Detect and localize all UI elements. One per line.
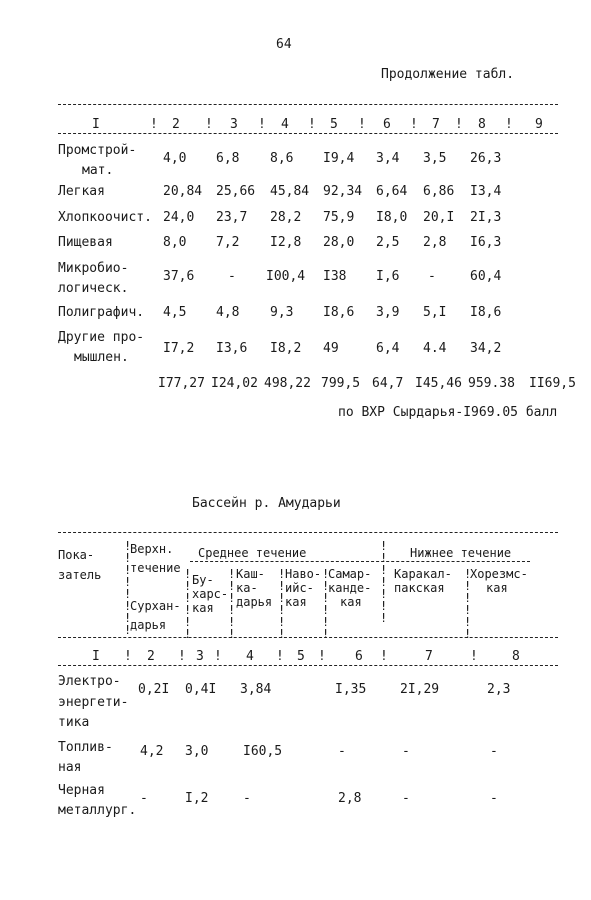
cell: I,35 [335,682,367,697]
t2-h3: 3 [196,649,204,664]
t2-h7: 7 [425,649,433,664]
section-title: Бассейн р. Амударьи [192,496,341,511]
t1-sep: ! [150,117,158,132]
cell: I8,6 [323,305,355,320]
row-label: тика [58,715,90,730]
cell: 0,4I [185,682,217,697]
cell: 25,66 [216,184,256,199]
cell: I38 [323,269,347,284]
cell: 75,9 [323,210,355,225]
sub-navoi: кая [285,595,307,609]
cell: 9,3 [270,305,294,320]
cell: I3,6 [216,341,248,356]
cell: 0,2I [138,682,170,697]
cell: - [228,269,236,284]
table2-group-rule [190,561,530,562]
table2-colnum-rule [58,665,558,666]
sub-bukhara: кая [192,601,214,615]
cell: 2,3 [487,682,511,697]
cell: 4,8 [216,305,240,320]
cell: I60,5 [243,744,283,759]
t1-h4: 4 [281,117,289,132]
t1-sep: ! [205,117,213,132]
col-sep: ! ! ! ! ! ! ! [380,539,388,625]
row-label: Пищевая [58,235,113,250]
t1-h8: 8 [478,117,486,132]
row-label: Полиграфич. [58,305,145,320]
col-sep: ! ! ! ! ! ! [278,567,286,641]
cell: 2I,3 [470,210,502,225]
cell: 24,0 [163,210,195,225]
t2-sep: ! [214,649,222,664]
sub-karakal: Каракал- [394,567,452,581]
t2-h8: 8 [512,649,520,664]
cell: 26,3 [470,151,502,166]
t1-h6: 6 [383,117,391,132]
cell: 20,84 [163,184,203,199]
t1-sep: ! [308,117,316,132]
cell: 8,0 [163,235,187,250]
table1-top-rule [58,104,558,105]
col-label: затель [58,568,102,582]
total-cell: I24,02 [211,376,258,391]
t2-sep: ! [380,649,388,664]
row-label: Легкая [58,184,105,199]
cell: I00,4 [266,269,306,284]
t2-h4: 4 [246,649,254,664]
cell: - [428,269,436,284]
cell: I,6 [376,269,400,284]
row-label: Электро- [58,674,121,689]
cell: 28,0 [323,235,355,250]
cell: 4,2 [140,744,164,759]
t2-h6: 6 [355,649,363,664]
total-cell: I45,46 [415,376,462,391]
cell: - [490,791,498,806]
sub-kashka: ка- [236,581,258,595]
row-label: Хлопкоочист. [58,210,152,225]
t2-sep: ! [276,649,284,664]
cell: 4,0 [163,151,187,166]
upper-label: Верхн. [130,542,174,556]
t2-sep: ! [470,649,478,664]
upper-label: течение [130,561,181,575]
t1-sep: ! [455,117,463,132]
t1-h5: 5 [330,117,338,132]
table2-header-rule [58,637,558,638]
sub-navoi: ийс- [285,581,314,595]
cell: I8,0 [376,210,408,225]
col-sep: ! ! ! ! ! ! [184,567,192,641]
cell: I2,8 [270,235,302,250]
t2-h1: I [92,649,100,664]
sub-kashka: дарья [236,595,273,609]
row-label: Микробио- [58,261,129,276]
cell: 3,9 [376,305,400,320]
total-cell: 64,7 [372,376,404,391]
total-cell: I77,27 [158,376,205,391]
t2-sep: ! [178,649,186,664]
continuation-label: Продолжение табл. [381,67,515,82]
t1-h3: 3 [230,117,238,132]
cell: I9,4 [323,151,355,166]
cell: 7,2 [216,235,240,250]
cell: 8,6 [270,151,294,166]
row-label: Промстрой- [58,143,137,158]
table2-top-rule [58,532,558,533]
col-sep: ! ! ! ! ! ! ! ! [124,539,132,637]
middle-group-label: Среднее течение [198,546,307,560]
sub-bukhara: харс- [192,587,229,601]
cell: - [140,791,148,806]
cell: 23,7 [216,210,248,225]
table1-header-rule [58,133,558,134]
row-label: металлург. [58,803,137,818]
cell: - [402,791,410,806]
cell: 45,84 [270,184,310,199]
row-label: мат. [82,163,114,178]
cell: 4,5 [163,305,187,320]
row-label: Черная [58,783,105,798]
sub-samar: канде- [328,581,372,595]
cell: 2,5 [376,235,400,250]
cell: 6,86 [423,184,455,199]
total-cell: 959.38 [468,376,515,391]
t2-h5: 5 [297,649,305,664]
page-number: 64 [276,37,292,52]
col-label: Пока- [58,548,95,562]
row-label: логическ. [58,281,129,296]
row-label: энергети- [58,695,129,710]
sub-khorezm: кая [486,581,508,595]
cell: I3,4 [470,184,502,199]
total-cell: II69,5 [529,376,576,391]
cell: 6,8 [216,151,240,166]
row-label: Другие про- [58,330,145,345]
cell: 3,5 [423,151,447,166]
cell: I8,6 [470,305,502,320]
cell: 60,4 [470,269,502,284]
cell: - [338,744,346,759]
t2-sep: ! [318,649,326,664]
sub-kashka: Каш- [236,567,265,581]
cell: 3,0 [185,744,209,759]
cell: 3,84 [240,682,272,697]
sub-karakal: пакская [394,581,445,595]
row-label: ная [58,760,82,775]
upper-label: Сурхан- [130,599,181,613]
sub-samar: Самар- [328,567,372,581]
cell: - [490,744,498,759]
col-sep: ! ! ! ! ! ! [322,567,330,641]
cell: 5,I [423,305,447,320]
t1-sep: ! [505,117,513,132]
upper-label: дарья [130,618,167,632]
cell: 37,6 [163,269,195,284]
cell: I6,3 [470,235,502,250]
table1-footnote: по ВХР Сырдарья-I969.05 балл [338,405,558,420]
t1-sep: ! [358,117,366,132]
t2-sep: ! [124,649,132,664]
row-label: Топлив- [58,740,113,755]
sub-khorezm: Хорезмс- [470,567,528,581]
t1-sep: ! [258,117,266,132]
t2-h2: 2 [147,649,155,664]
cell: I7,2 [163,341,195,356]
cell: 4.4 [423,341,447,356]
cell: 49 [323,341,339,356]
t1-h9: 9 [535,117,543,132]
cell: 3,4 [376,151,400,166]
total-cell: 799,5 [321,376,361,391]
cell: 92,34 [323,184,363,199]
t1-h7: 7 [432,117,440,132]
t1-sep: ! [410,117,418,132]
t1-h1: I [92,117,100,132]
cell: 6,64 [376,184,408,199]
row-label: мышлен. [74,350,129,365]
cell: 20,I [423,210,455,225]
cell: I8,2 [270,341,302,356]
cell: - [402,744,410,759]
sub-samar: кая [340,595,362,609]
col-sep: ! ! ! ! ! ! [464,567,472,641]
col-sep: ! ! ! ! ! ! [228,567,236,641]
lower-group-label: Нижнее течение [410,546,512,560]
cell: 2I,29 [400,682,440,697]
cell: 28,2 [270,210,302,225]
cell: I,2 [185,791,209,806]
sub-navoi: Наво- [285,567,322,581]
cell: 2,8 [338,791,362,806]
cell: 6,4 [376,341,400,356]
cell: 34,2 [470,341,502,356]
cell: 2,8 [423,235,447,250]
t1-h2: 2 [172,117,180,132]
cell: - [243,791,251,806]
sub-bukhara: Бу- [192,573,214,587]
total-cell: 498,22 [264,376,311,391]
